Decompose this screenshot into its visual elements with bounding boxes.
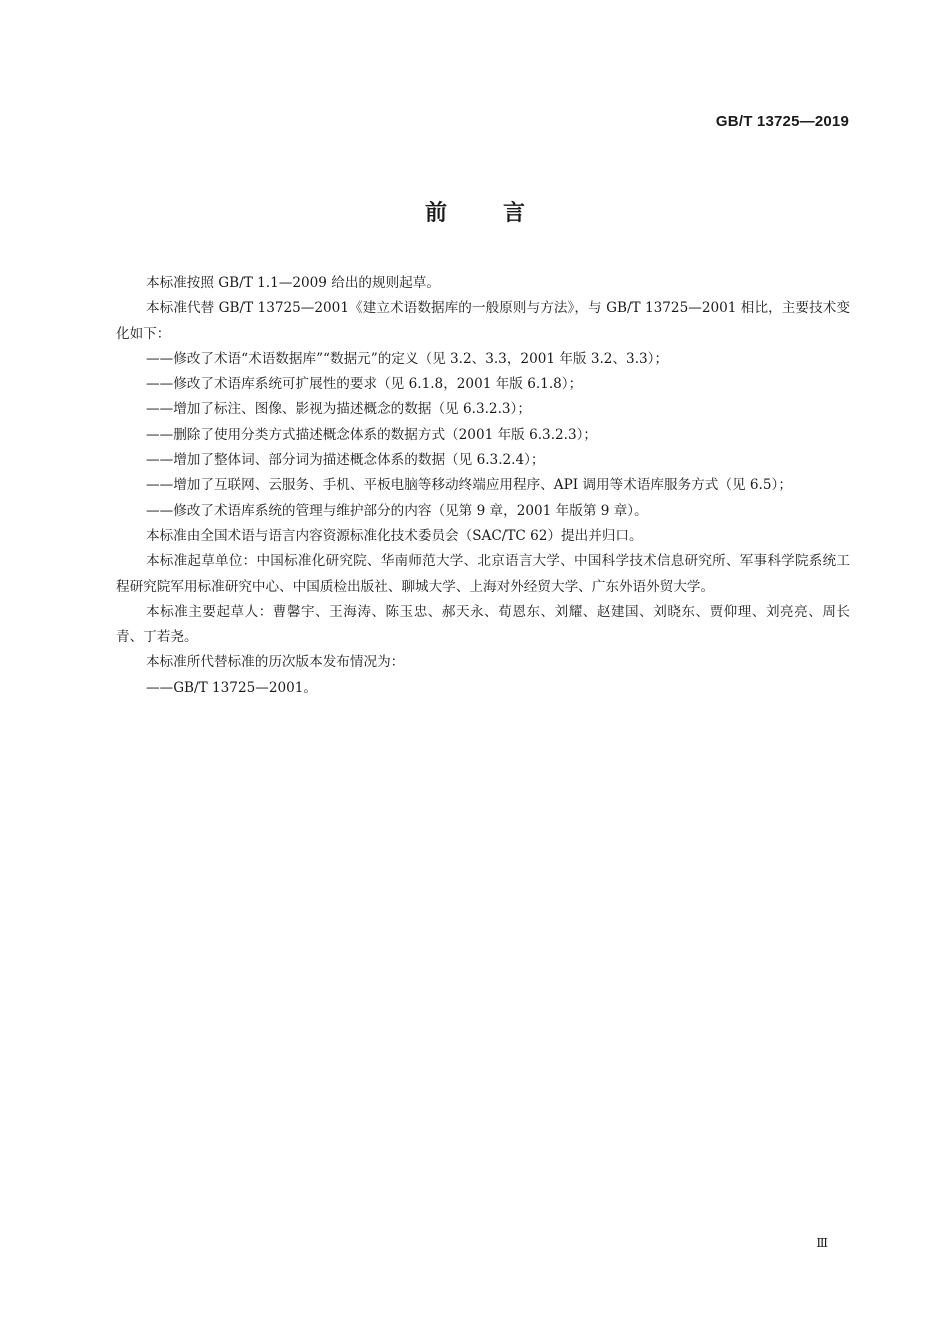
standard-number-header: GB/T 13725—2019	[715, 113, 849, 130]
history-item: ——GB/T 13725—2001。	[146, 679, 318, 696]
change-item: ——修改了术语库系统可扩展性的要求（见 6.1.8，2001 年版 6.1.8）；	[146, 376, 583, 393]
change-item: ——修改了术语“术语数据库”“数据元”的定义（见 3.2、3.3，2001 年版 3.2、3.3）；	[146, 350, 669, 367]
drafting-units-paragraph: 本标准起草单位：中国标准化研究院、华南师范大学、北京语言大学、中国科学技术信息研究所、军事科学院系统工程研究院军用标准研究中心、中国质检出版社、聊城大学、上海对外经贸大学、广东外语外贸大学。	[116, 553, 850, 595]
replacement-paragraph: 本标准代替 GB/T 13725—2001《建立术语数据库的一般原则与方法》，与 GB/T 13725—2001 相比，主要技术变化如下：	[116, 300, 850, 342]
history-intro-paragraph: 本标准所代替标准的历次版本发布情况为：	[146, 654, 405, 671]
change-item: ——增加了标注、图像、影视为描述概念的数据（见 6.3.2.3）；	[146, 401, 531, 418]
change-item: ——删除了使用分类方式描述概念体系的数据方式（2001 年版 6.3.2.3）；	[146, 426, 598, 443]
title-char-2: 言	[503, 201, 526, 226]
foreword-body	[116, 271, 850, 701]
change-item: ——修改了术语库系统的管理与维护部分的内容（见第 9 章，2001 年版第 9 章）。	[146, 502, 648, 519]
drafting-rules-paragraph: 本标准按照 GB/T 1.1—2009 给出的规则起草。	[146, 275, 440, 291]
title-char-1: 前	[424, 201, 447, 226]
page-number: Ⅲ	[816, 1236, 828, 1250]
drafters-paragraph: 本标准主要起草人：曹馨宇、王海涛、陈玉忠、郝天永、荀恩东、刘耀、赵建国、刘晓东、贾仰理、刘亮亮、周长青、丁若尧。	[116, 603, 850, 646]
page-title	[0, 196, 950, 227]
change-item: ——增加了互联网、云服务、手机、平板电脑等移动终端应用程序、API 调用等术语库服务方式（见 6.5）；	[146, 477, 792, 494]
proposer-paragraph: 本标准由全国术语与语言内容资源标准化技术委员会（SAC/TC 62）提出并归口。	[146, 527, 643, 544]
change-item: ——增加了整体词、部分词为描述概念体系的数据（见 6.3.2.4）；	[146, 452, 545, 469]
